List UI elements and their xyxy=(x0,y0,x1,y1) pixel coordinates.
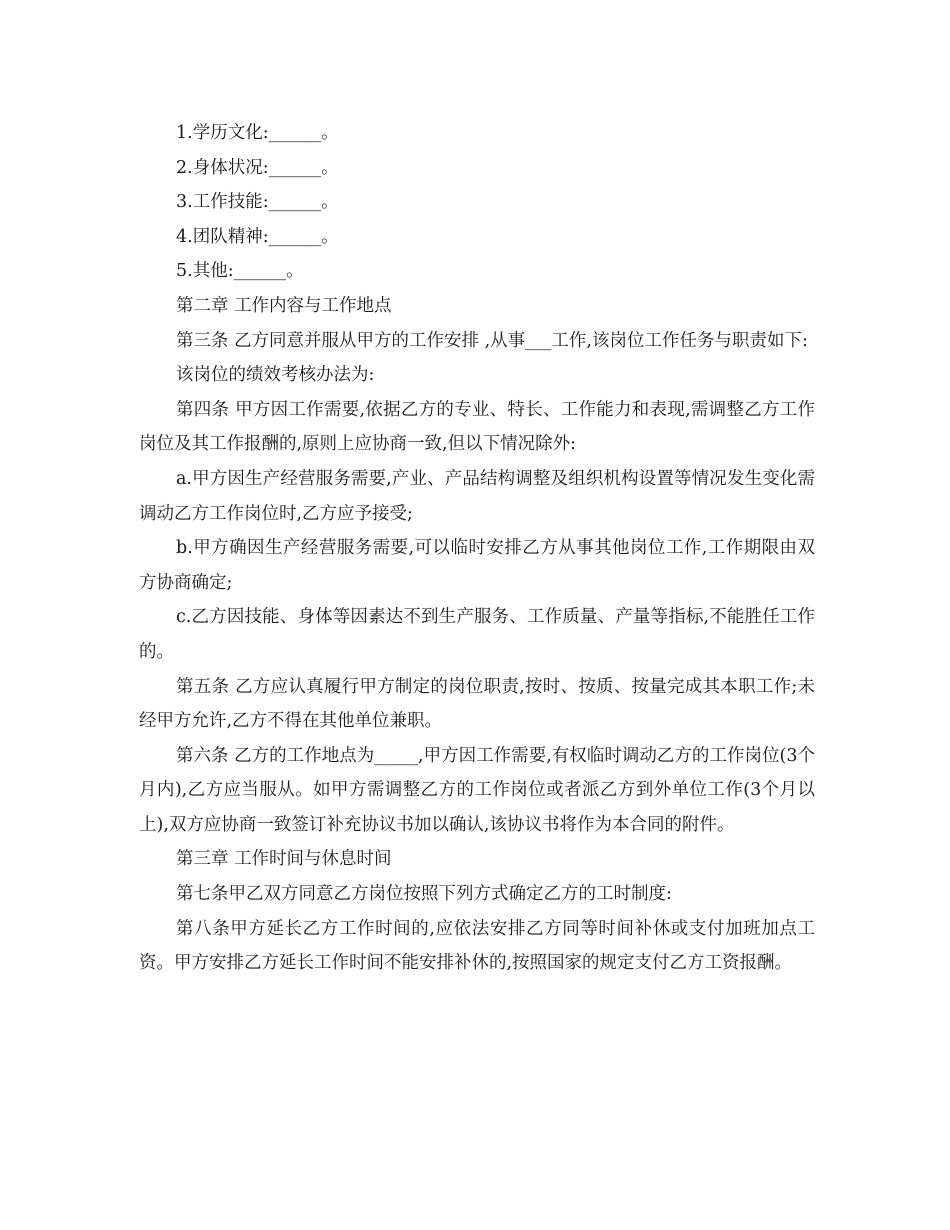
list-item-teamwork: 4.团队精神:______。 xyxy=(176,226,339,247)
list-item-skills: 3.工作技能:______。 xyxy=(176,192,339,213)
article-4-item-a: a.甲方因生产经营服务需要,产业、产品结构调整及组织机构设置等情况发生变化需调动乙方工作岗位时,乙方应予接受; xyxy=(139,468,815,524)
list-item-education: 1.学历文化:______。 xyxy=(176,123,339,143)
article-7: 第七条甲乙双方同意乙方岗位按照下列方式确定乙方的工时制度: xyxy=(176,884,672,905)
chapter-3-heading: 第三章 工作时间与休息时间 xyxy=(176,849,392,870)
document-body xyxy=(139,116,815,981)
article-8: 第八条甲方延长乙方工作时间的,应依法安排乙方同等时间补休或支付加班加点工资。甲方安排乙方延长工作时间不能安排补休的,按照国家的规定支付乙方工资报酬。 xyxy=(139,918,815,974)
article-4: 第四条 甲方因工作需要,依据乙方的专业、特长、工作能力和表现,需调整乙方工作岗位及其工作报酬的,原则上应协商一致,但以下情况除外: xyxy=(139,399,815,455)
article-6: 第六条 乙方的工作地点为_____,甲方因工作需要,有权临时调动乙方的工作岗位(3个月内),乙方应当服从。如甲方需调整乙方的工作岗位或者派乙方到外单位工作(3个月以上),双方应协商一致签订补充协议书加以确认,该协议书将作为本合同的附件。 xyxy=(139,745,815,835)
performance-assessment-line: 该岗位的绩效考核办法为: xyxy=(176,365,375,386)
article-5: 第五条 乙方应认真履行甲方制定的岗位职责,按时、按质、按量完成其本职工作;未经甲方允许,乙方不得在其他单位兼职。 xyxy=(139,676,815,732)
chapter-2-heading: 第二章 工作内容与工作地点 xyxy=(176,295,392,316)
list-item-health: 2.身体状况:______。 xyxy=(176,157,339,178)
list-item-other: 5.其他:______。 xyxy=(176,261,304,282)
article-3: 第三条 乙方同意并服从甲方的工作安排 ,从事___工作,该岗位工作任务与职责如下: xyxy=(176,330,808,351)
article-4-item-c: c.乙方因技能、身体等因素达不到生产服务、工作质量、产量等指标,不能胜任工作的。 xyxy=(139,607,815,662)
article-4-item-b: b.甲方确因生产经营服务需要,可以临时安排乙方从事其他岗位工作,工作期限由双方协商确定; xyxy=(139,538,815,593)
